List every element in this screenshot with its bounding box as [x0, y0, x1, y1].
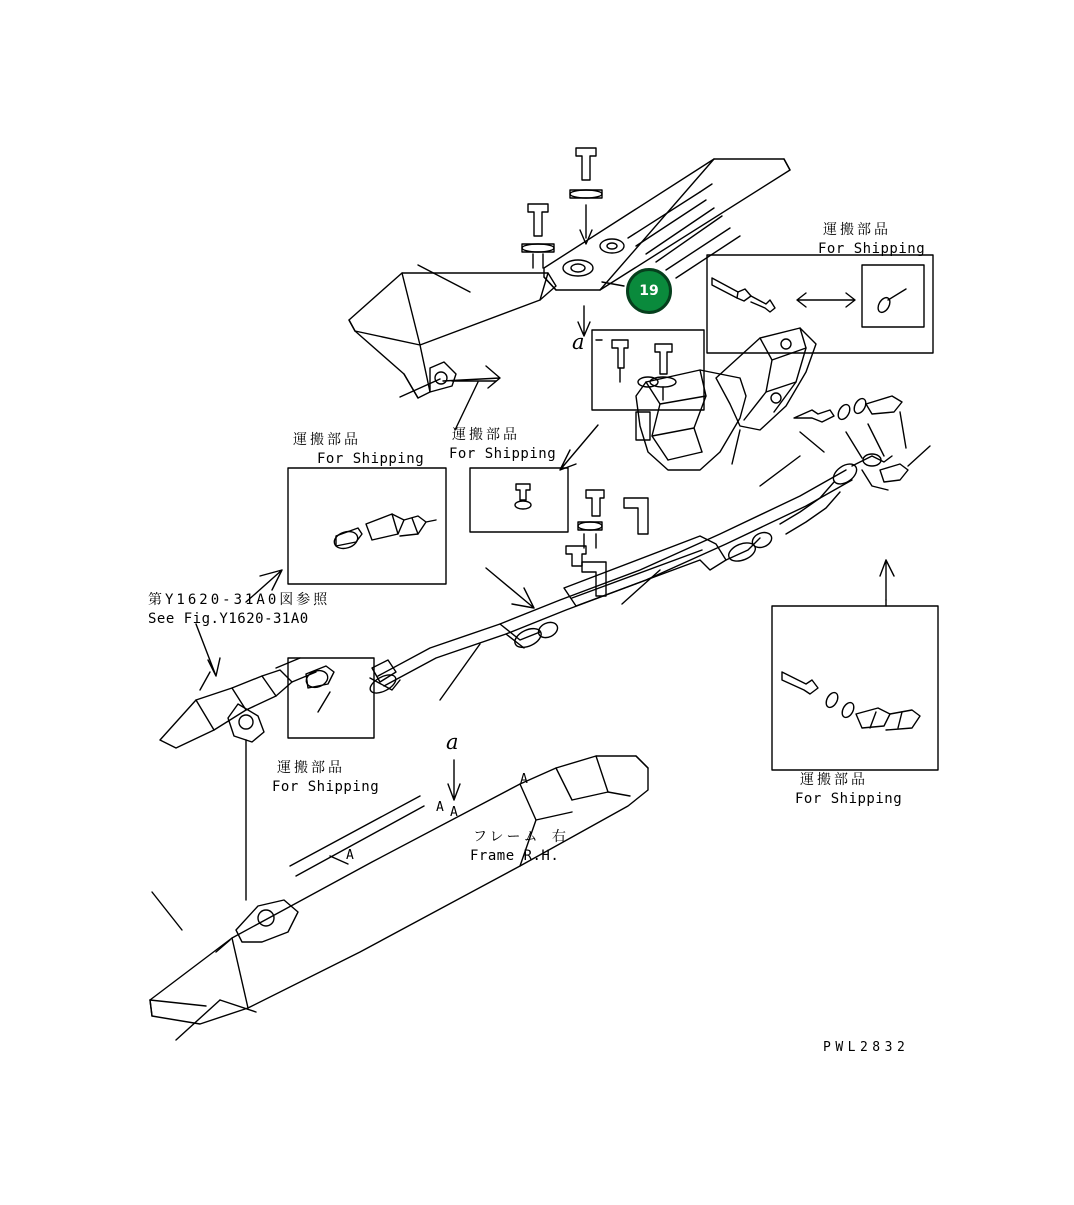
frame-label-jp: フレーム 右 [473, 829, 569, 845]
upper-arm-body [349, 273, 556, 398]
hose-assembly [367, 454, 908, 697]
right-fasteners [794, 396, 902, 422]
lower-frame-rh [150, 756, 648, 1040]
frame-label-en: Frame R.H. [470, 848, 560, 864]
box-lower-right-label-jp: 運搬部品 [800, 772, 868, 788]
box-middle-left-label-jp: 運搬部品 [293, 432, 361, 448]
section-mark-A-2: A [450, 805, 459, 820]
see-fig-note-en: See Fig.Y1620-31A0 [148, 611, 309, 627]
drawing-code: PWL2832 [823, 1040, 910, 1055]
upper-bolts [522, 148, 602, 268]
box-top-right-label-jp: 運搬部品 [823, 222, 891, 238]
section-mark-A-4: A [346, 848, 355, 863]
section-mark-A-3: A [520, 772, 529, 787]
box-middle-center-label-en: For Shipping [449, 446, 557, 462]
see-fig-note-jp: 第Y1620-31A0図参照 [148, 592, 331, 608]
box-top-right-frame [707, 255, 933, 353]
section-mark-a-bottom: a [446, 730, 459, 754]
center-clamp [596, 340, 746, 470]
box-lower-left-label-en: For Shipping [272, 779, 380, 795]
see-fig-arrow [196, 624, 220, 676]
lower-left-arm [160, 658, 316, 748]
box-middle-left-frame [246, 468, 534, 608]
box-lower-right-frame [772, 560, 938, 770]
callout-19[interactable]: 19 [626, 268, 672, 314]
box-lower-left-label-jp: 運搬部品 [277, 760, 345, 776]
box-lower-right-label-en: For Shipping [795, 791, 903, 807]
right-bracket [716, 328, 816, 464]
section-mark-a-top: a [572, 330, 585, 354]
box-middle-left-label-en: For Shipping [317, 451, 425, 467]
section-mark-A-1: A [436, 800, 445, 815]
upper-long-bar [544, 159, 790, 290]
hose-clamps [566, 490, 648, 596]
box-top-right-label-en: For Shipping [818, 241, 926, 257]
upper-leaders [400, 265, 500, 430]
box-clamp-inset [592, 330, 704, 410]
box-middle-center-label-jp: 運搬部品 [452, 427, 520, 443]
